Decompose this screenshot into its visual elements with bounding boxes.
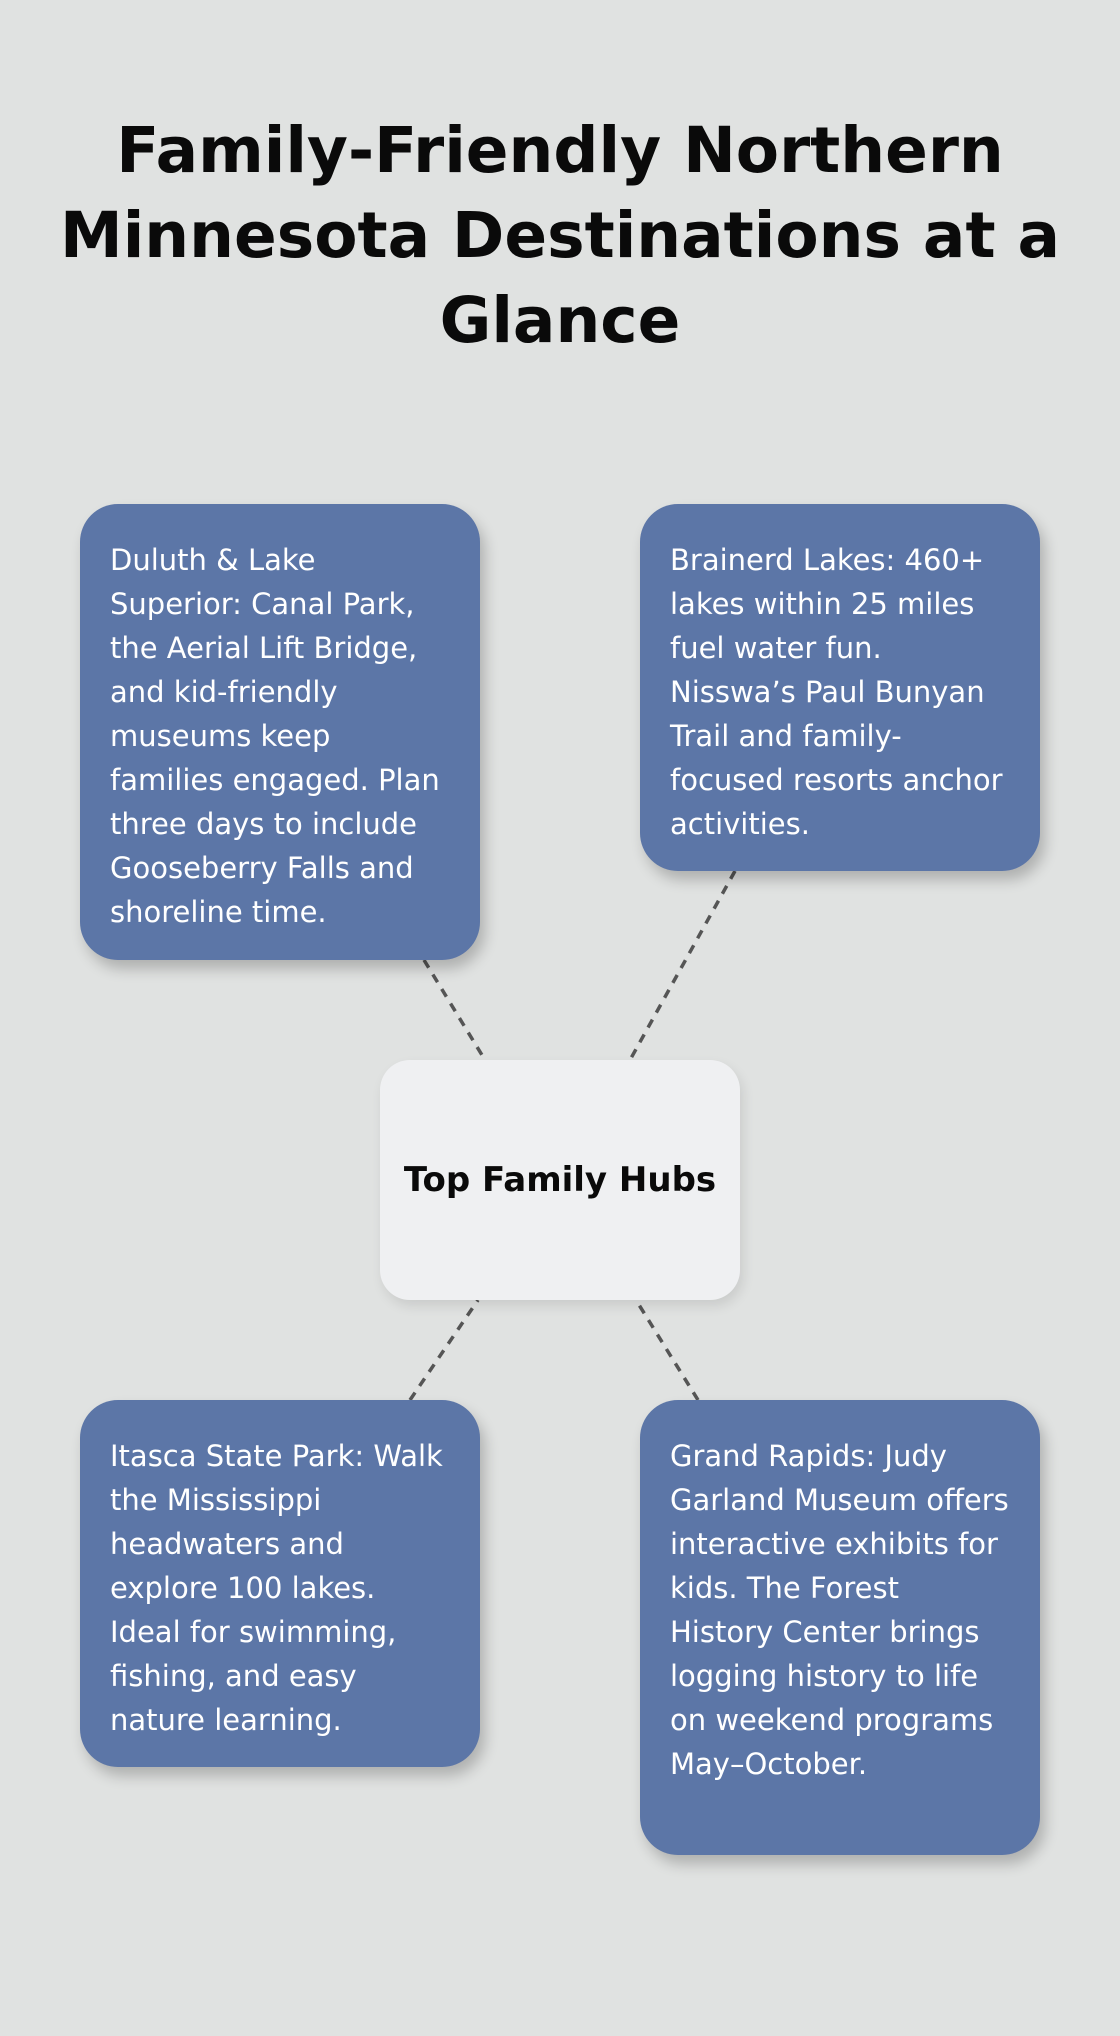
card-text: Duluth & Lake Superior: Canal Park, the Aerial Lift Bridge, and kid-friendly museums keep families engaged. Plan three days to include Gooseberry Falls and shoreline time. <box>110 543 440 929</box>
card-text: Itasca State Park: Walk the Mississippi headwaters and explore 100 lakes. Ideal for swimming, fishing, and easy nature learning. <box>110 1439 443 1737</box>
page-title: Family-Friendly Northern Minnesota Destinations at a Glance <box>60 114 1061 357</box>
card-duluth-lake-superior <box>80 504 480 960</box>
connector-duluth <box>424 960 485 1060</box>
card-brainerd-lakes <box>640 504 1040 871</box>
connector-itasca <box>410 1300 478 1400</box>
card-text: Grand Rapids: Judy Garland Museum offers interactive exhibits for kids. The Forest History Center brings logging history to life on weekend programs May–October. <box>670 1439 1009 1781</box>
card-itasca-state-park <box>80 1400 480 1767</box>
hub-label: Top Family Hubs <box>403 1160 717 1200</box>
hub-node <box>380 1060 740 1300</box>
connector-grand-rapids <box>636 1300 698 1400</box>
card-text: Brainerd Lakes: 460+ lakes within 25 miles fuel water fun. Nisswa’s Paul Bunyan Trail and family-focused resorts anchor activities. <box>670 543 1003 841</box>
card-grand-rapids <box>640 1400 1040 1855</box>
connector-brainerd <box>630 871 735 1060</box>
